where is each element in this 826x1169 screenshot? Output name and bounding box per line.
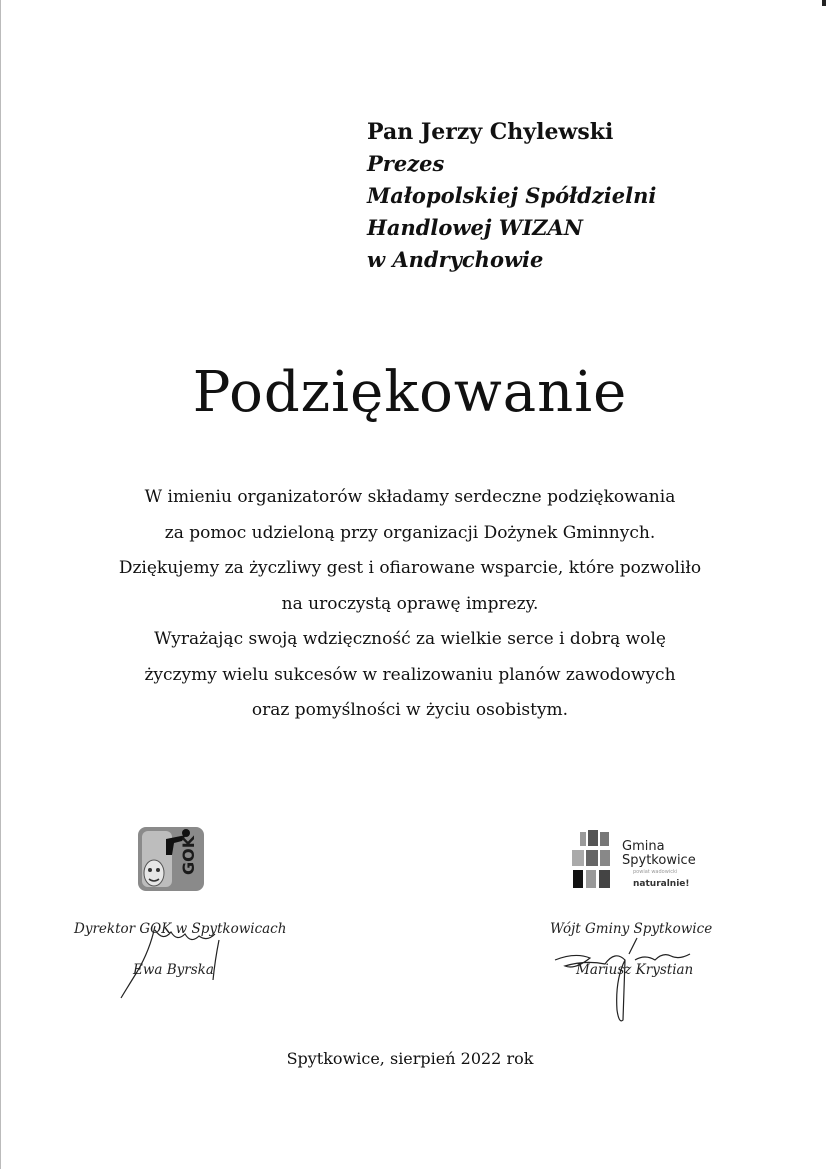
body-line: na uroczystą oprawę imprezy. [281,593,539,614]
mask-icon [144,860,164,886]
signature-left-role: Dyrektor GOK w Spytkowicach [74,921,287,937]
gmina-logo-tagline: naturalnie! [633,879,690,889]
addressee-line: Prezes [367,151,445,176]
document-title: Podziękowanie [192,360,628,425]
body-text [0,480,820,729]
body-line: Wyrażając swoją wdzięczność za wielkie serce i dobrą wolę [154,629,666,649]
body-line: W imieniu organizatorów składamy serdeczne podziękowania [144,487,676,507]
addressee-block [367,116,656,276]
signature-left-name: Ewa Byrska [133,962,214,978]
place-date-footer: Spytkowice, sierpień 2022 rok [286,1049,534,1068]
body-line: Dziękujemy za życzliwy gest i ofiarowane wsparcie, które pozwoliło [118,558,702,578]
addressee-line: Małopolskiej Spółdzielni [367,183,657,208]
gmina-logo-line1: Gmina [622,839,665,854]
body-line: za pomoc udzieloną przy organizacji Dożynek Gminnych. [164,522,656,543]
addressee-line: Handlowej WIZAN [367,215,583,240]
gmina-logo-line2: Spytkowice [622,853,696,868]
gok-logo-text: GOK [179,835,198,875]
body-line: oraz pomyślności w życiu osobistym. [251,700,569,720]
gmina-logo-subline: powiat wadowicki [633,869,678,875]
signature-right-name: Mariusz Krystian [576,962,694,978]
gmina-spytkowice-logo [570,830,710,894]
scan-corner-mark [822,0,826,6]
addressee-name: Pan Jerzy Chylewski [367,119,614,145]
body-line: życzymy wielu sukcesów w realizowaniu planów zawodowych [144,664,676,685]
addressee-line: w Andrychowie [367,247,544,272]
signature-right-role: Wójt Gminy Spytkowice [550,921,713,937]
gok-logo [136,825,206,893]
